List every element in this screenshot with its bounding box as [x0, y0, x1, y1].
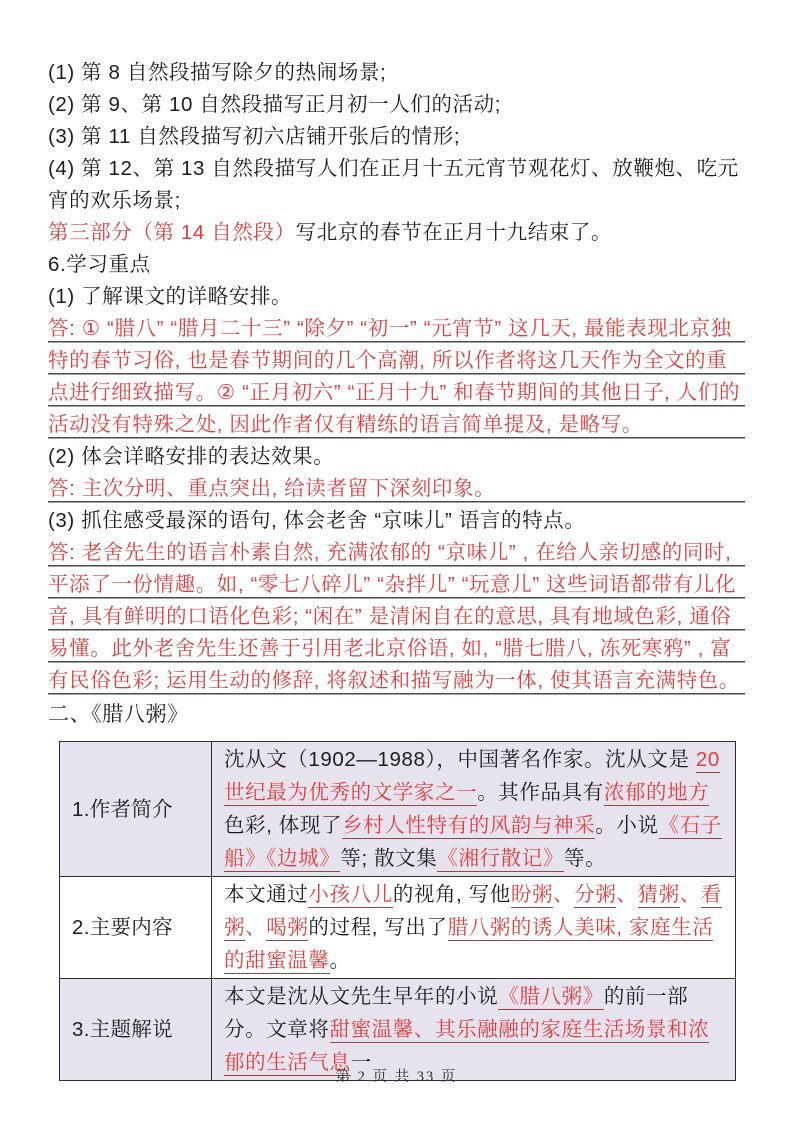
text-segment: 。其作品具有	[477, 781, 604, 804]
text-segment: 甜蜜温馨、其乐融融的家庭生活场景和浓郁的生活气息	[224, 1018, 710, 1074]
text-segment: 等。	[563, 847, 607, 870]
text-segment: 等; 散文集	[340, 847, 438, 870]
text-segment: 本文通过	[224, 883, 309, 906]
text-segment: 、	[679, 883, 701, 906]
text-segment: 一	[350, 1051, 372, 1074]
text-segment: 盼粥	[510, 883, 554, 906]
text-segment: 腊八粥的诱人美味, 家庭生活的甜蜜温馨	[224, 916, 714, 972]
text-segment: 喝粥	[266, 916, 309, 939]
text-segment: 。	[329, 949, 351, 972]
text-segment: 《腊八粥》	[498, 985, 604, 1008]
study-points-heading: 6.学习重点	[48, 253, 151, 276]
text-segment: 的前一部分。文章将	[224, 985, 689, 1041]
text-segment: 、	[245, 916, 267, 939]
text-segment: 。小说	[595, 814, 659, 837]
list-item-4: (4) 第 12、第 13 自然段描写人们在正月十五元宵节观花灯、放鞭炮、吃元宵的欢乐场景;	[48, 157, 739, 212]
answer-2: 答: 主次分明、重点突出, 给读者留下深刻印象。	[48, 473, 745, 505]
question-2: (2) 体会详略安排的表达效果。	[48, 445, 335, 468]
text-segment: 《石子船》《边城》	[224, 814, 722, 870]
row-label-author: 1.作者简介	[60, 742, 212, 877]
text-segment: 猜粥	[637, 883, 680, 906]
text-segment: 色彩, 体现了	[224, 814, 343, 837]
answer-1: 答: ① “腊八” “腊月二十三” “除夕” “初一” “元宵节” 这几天, 最能表现北京独特的春节习俗, 也是春节期间的几个高潮, 所以作者将这几天作为全文的重点进行细致描写。② “正月初六” “正月十九” 和春节期间的其他日子, 人们的活动没有特殊之处, 因此作者仅有精练的语言简单提及, 是略写。	[48, 313, 745, 441]
list-item-2: (2) 第 9、第 10 自然段描写正月初一人们的活动;	[48, 93, 502, 116]
row-label-main-content: 2.主要内容	[60, 877, 212, 979]
row-label-theme: 3.主题解说	[60, 979, 212, 1081]
text-segment: 看粥	[224, 883, 722, 939]
text-segment: 的过程, 写出了	[308, 916, 448, 939]
question-1: (1) 了解课文的详略安排。	[48, 285, 293, 308]
text-segment: 浓郁的地方	[603, 781, 710, 804]
text-segment: 分粥	[574, 883, 617, 906]
section-heading-labazhou: 二、《腊八粥》	[48, 703, 189, 726]
text-segment: 乡村人性特有的风韵与神采	[342, 814, 596, 837]
list-item-1: (1) 第 8 自然段描写除夕的热闹场景;	[48, 61, 387, 84]
text-segment: 本文是沈从文先生早年的小说	[224, 985, 499, 1008]
text-segment: 小孩八儿	[308, 883, 393, 906]
page-number-footer: 第 2 页 共 33 页	[335, 1069, 458, 1085]
row-content-author	[212, 742, 736, 877]
table-row-author	[60, 742, 736, 877]
text-segment: 的视角, 写他	[392, 883, 511, 906]
text-segment: 《湘行散记》	[437, 847, 564, 870]
text-segment: 20 世纪最为优秀的文学家之一	[224, 748, 720, 804]
table-row-main-content	[60, 877, 736, 979]
row-content-main-content	[212, 877, 736, 979]
lesson-info-table	[59, 741, 736, 1081]
text-segment: 、	[553, 883, 575, 906]
question-3: (3) 抓住感受最深的语句, 体会老舍 “京味儿” 语言的特点。	[48, 509, 586, 532]
text-segment: 沈从文（1902—1988），中国著名作家。沈从文是	[224, 748, 696, 771]
list-item-3: (3) 第 11 自然段描写初六店铺开张后的情形;	[48, 125, 461, 148]
text-segment: 写北京的春节在正月十九结束了。	[295, 221, 613, 244]
text-segment: 第三部分（第 14 自然段）	[48, 221, 296, 244]
part-three-summary	[48, 217, 745, 249]
text-segment: 、	[616, 883, 638, 906]
answer-3: 答: 老舍先生的语言朴素自然, 充满浓郁的 “京味儿” , 在给人亲切感的同时, 平添了一份情趣。如, “零七八碎儿” “杂拌儿” “玩意儿” 这些词语都带有儿化音, 具有鲜明的口语化色彩; “闲在” 是清闲自在的意思, 具有地域色彩, 通俗易懂。此外老舍先生还善于引用老北京俗语, 如, “腊七腊八, 冻死寒鸦” , 富有民俗色彩; 运用生动的修辞, 将叙述和描写融为一体, 使其语言充满特色。	[48, 537, 745, 697]
